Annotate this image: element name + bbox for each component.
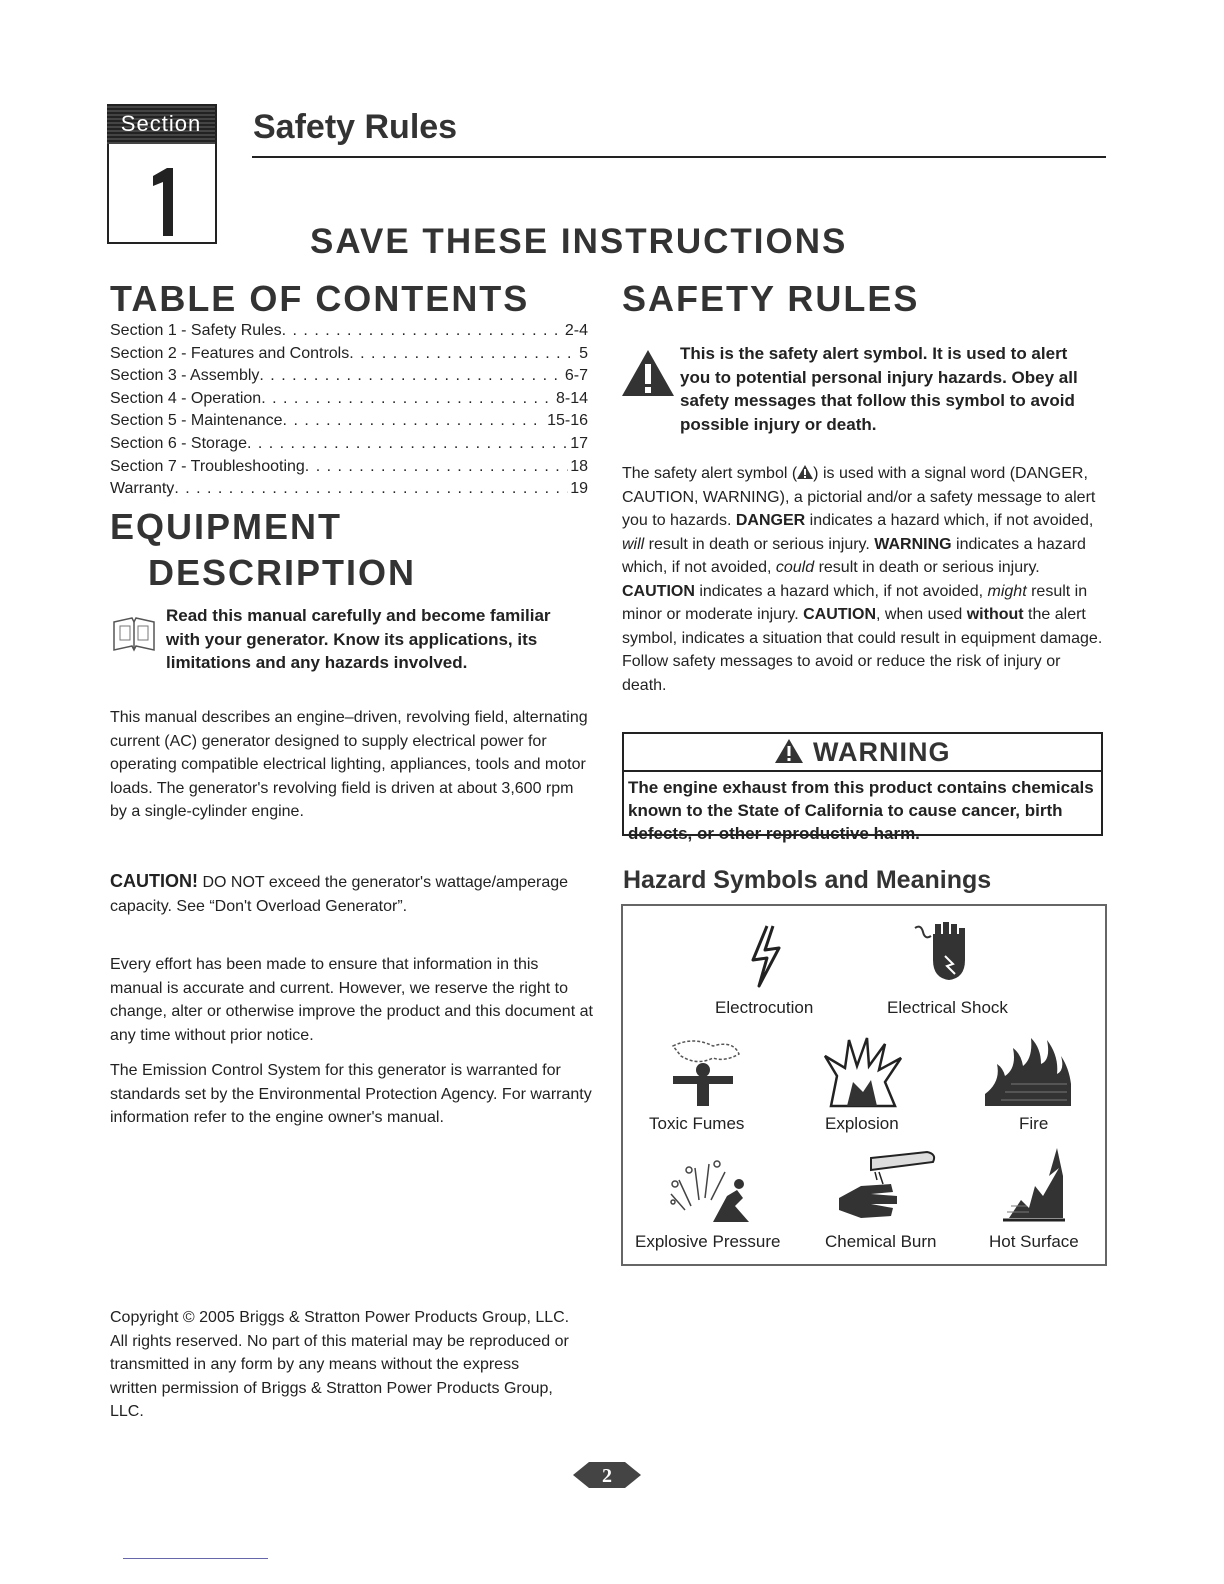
safety-rules-heading: SAFETY RULES: [622, 278, 920, 319]
accuracy-paragraph: Every effort has been made to ensure that information in this manual is accurate and current. However, we reserve the right to change, alter or otherwise improve the product and this document at any time without prior notice.: [110, 956, 593, 1044]
warning-header: WARNING: [624, 734, 1101, 772]
toc-row[interactable]: Section 5 - Maintenance . . . 15-16: [110, 410, 588, 433]
section-label: Section: [107, 104, 215, 144]
hazard-label: Hot Surface: [989, 1232, 1079, 1251]
toxic-fumes-icon: [663, 1036, 745, 1108]
hazard-label: Toxic Fumes: [649, 1114, 745, 1133]
hazard-label: Electrical Shock: [887, 998, 1008, 1017]
equipment-heading-line2: DESCRIPTION: [148, 552, 417, 593]
hazard-label: Explosive Pressure: [635, 1232, 781, 1251]
explosion-icon: [823, 1036, 903, 1108]
chemical-burn-icon: [831, 1148, 941, 1226]
equipment-heading-line1: EQUIPMENT: [110, 506, 343, 547]
section-badge: [107, 104, 217, 244]
toc-row[interactable]: Section 1 - Safety Rules . . . 2-4: [110, 320, 588, 343]
hazard-label: Electrocution: [715, 998, 814, 1017]
save-instructions-heading: SAVE THESE INSTRUCTIONS: [310, 222, 848, 261]
title-divider: [252, 156, 1106, 158]
signal-word-paragraph: The safety alert symbol ( ) is used with a signal word (DANGER, CAUTION, WARNING), a pictorial and/or a safety message to alert you to hazards. DANGER indicates a hazard which, if not avoided, will result in death or serious injury. WARNING indicates a hazard which, if not avoided, could result in death or serious injury. CAUTION indicates a hazard which, if not avoided, might result in minor or moderate injury. CAUTION, when used without the alert symbol, indicates a situation that could result in equipment damage. Follow safety messages to avoid or reduce the risk of injury or death.: [622, 465, 1103, 694]
explosive-pressure-icon: [665, 1150, 751, 1224]
warning-triangle-icon: [774, 738, 804, 764]
lightning-bolt-icon: [745, 924, 785, 988]
equipment-description-paragraph: This manual describes an engine–driven, revolving field, alternating current (AC) generator designed to supply electrical power for operating compatible electrical lighting, appliances, tools and motor loads. The generator's revolving field is driven at about 3,600 rpm by a single-cylinder engine.: [110, 709, 588, 820]
toc-heading: TABLE OF CONTENTS: [110, 278, 530, 319]
warning-text: The engine exhaust from this product contains chemicals known to the State of California to cause cancer, birth defects, or other reproductive harm.: [628, 778, 1094, 843]
safety-alert-block: This is the safety alert symbol. It is used to alert you to potential personal injury hazards. Obey all safety messages that follow this symbol to avoid possible injury or death.: [620, 342, 1110, 442]
page-number: 2: [602, 1465, 612, 1487]
california-warning-box: [622, 732, 1103, 843]
page-number-badge: [571, 1458, 643, 1492]
caution-paragraph: CAUTION! DO NOT exceed the generator's wattage/amperage capacity. See “Don't Overload Generator”.: [110, 871, 569, 915]
toc-row[interactable]: Section 6 - Storage . . . 17: [110, 433, 588, 456]
toc-row[interactable]: Warranty . . . 19: [110, 478, 588, 501]
hazard-label: Chemical Burn: [825, 1232, 937, 1251]
caution-label: CAUTION!: [110, 871, 198, 891]
toc-row[interactable]: Section 4 - Operation . . . 8-14: [110, 388, 588, 411]
page-title: Safety Rules: [253, 108, 458, 146]
toc-row[interactable]: Section 3 - Assembly . . . 6-7: [110, 365, 588, 388]
toc-row[interactable]: Section 7 - Troubleshooting . . . 18: [110, 456, 588, 479]
section-number: [147, 166, 177, 238]
inline-alert-icon: [797, 465, 813, 479]
hazard-label: Fire: [1019, 1114, 1049, 1133]
table-of-contents: [110, 320, 588, 501]
read-manual-note: Read this manual carefully and become familiar with your generator. Know its applications, its limitations and any hazards involved.: [110, 604, 590, 696]
toc-row[interactable]: Section 2 - Features and Controls . . . 5: [110, 343, 588, 366]
hand-shock-icon: [913, 920, 973, 984]
hazard-symbols-heading: Hazard Symbols and Meanings: [623, 866, 992, 894]
book-icon: [110, 614, 158, 654]
hazard-label: Explosion: [825, 1114, 899, 1133]
safety-alert-icon: [620, 348, 676, 398]
hazard-symbols-panel: [621, 904, 1107, 1266]
emission-paragraph: The Emission Control System for this generator is warranted for standards set by the Environmental Protection Agency. For warranty information refer to the engine owner's manual.: [110, 1062, 592, 1126]
footer-line: [123, 1558, 268, 1559]
hot-surface-icon: [999, 1146, 1069, 1226]
fire-icon: [981, 1034, 1075, 1108]
copyright-notice: Copyright © 2005 Briggs & Stratton Power Products Group, LLC. All rights reserved. No part of this material may be reproduced or transmitted in any form by any means without the express written permission of Briggs & Stratton Power Products Group, LLC.: [110, 1309, 570, 1420]
